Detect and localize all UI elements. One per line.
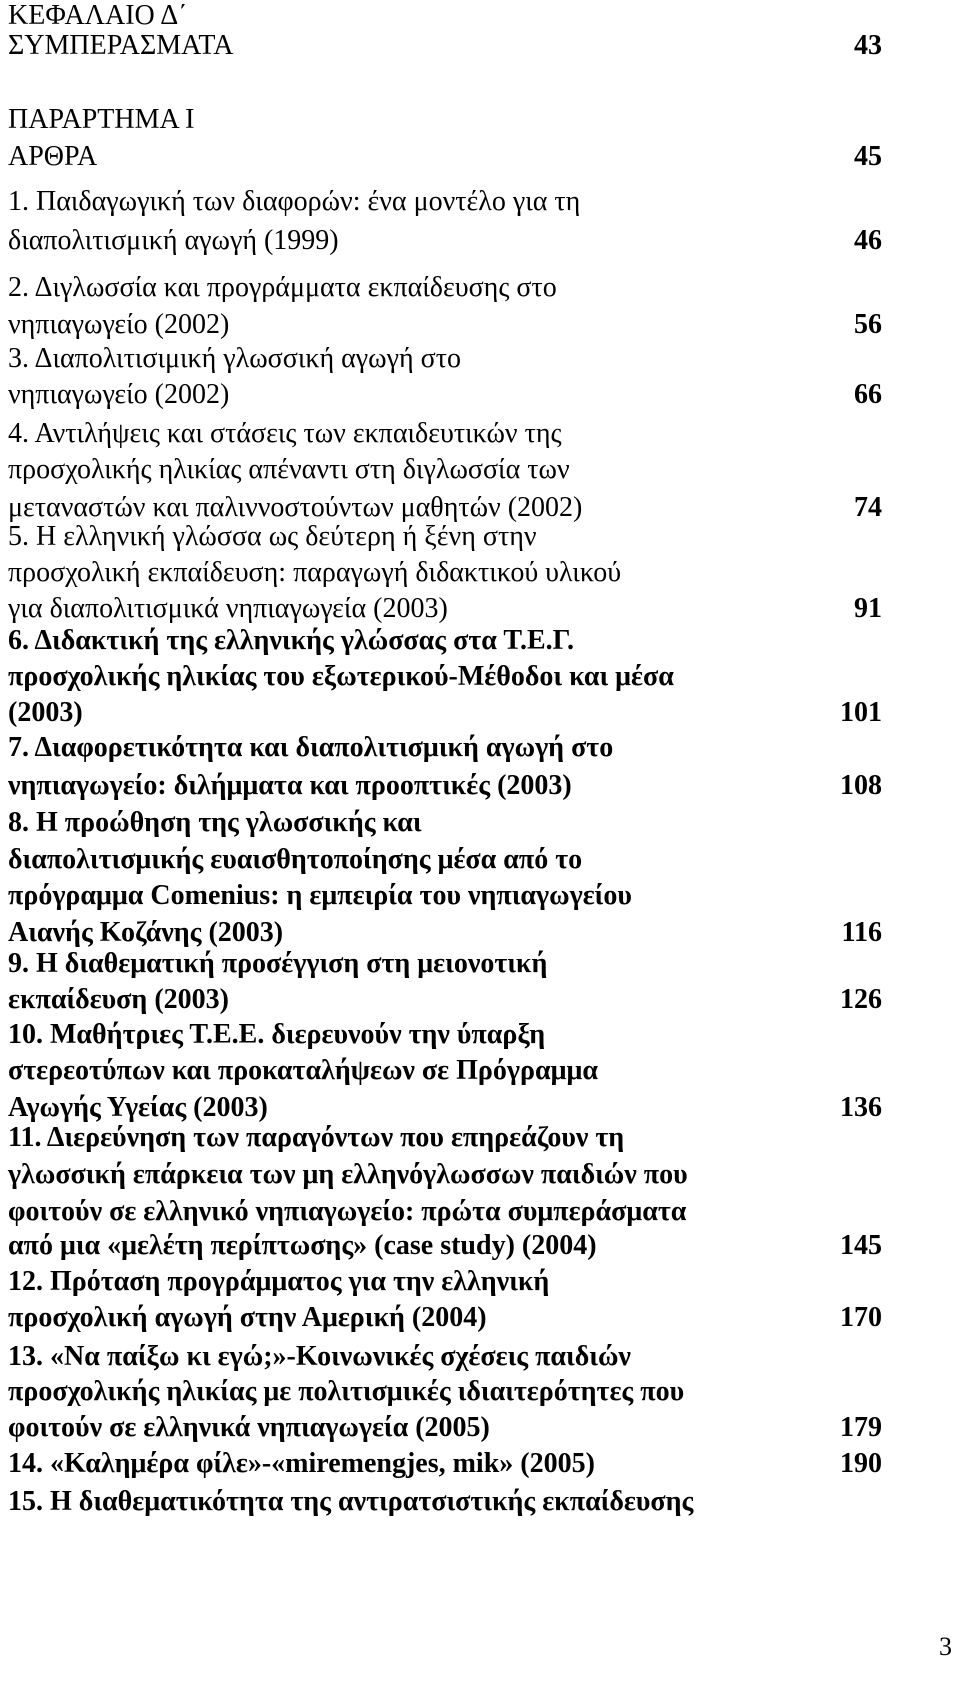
toc-entry-page: 66 xyxy=(854,379,882,410)
toc-entry-line: στερεοτύπων και προκαταλήψεων σε Πρόγραμμα xyxy=(8,1055,598,1086)
toc-entry-page: 136 xyxy=(840,1092,882,1123)
toc-entry-page: 116 xyxy=(841,917,882,948)
chapter-heading: ΚΕΦΑΛΑΙΟ Δ΄ xyxy=(8,0,188,31)
toc-entry-line: από μια «μελέτη περίπτωσης» (case study) (2004) xyxy=(8,1230,597,1261)
toc-entry-page: 108 xyxy=(840,770,882,801)
toc-entry-line: μεταναστών και παλιννοστούντων μαθητών (2002) xyxy=(8,492,583,523)
toc-entry-page: 56 xyxy=(854,309,882,340)
toc-entry-line: 11. Διερεύνηση των παραγόντων που επηρεάζουν τη xyxy=(8,1122,625,1153)
toc-entry-line: 7. Διαφορετικότητα και διαπολιτισμική αγωγή στο xyxy=(8,732,614,763)
toc-entry-line: 9. Η διαθεματική προσέγγιση στη μειονοτική xyxy=(8,948,548,979)
toc-entry-line: διαπολιτισμική αγωγή (1999) xyxy=(8,225,339,256)
toc-entry-line: 2. Διγλωσσία και προγράμματα εκπαίδευσης στο xyxy=(8,272,557,303)
toc-entry-line: νηπιαγωγείο (2002) xyxy=(8,309,230,340)
toc-entry-line: 14. «Καλημέρα φίλε»-«miremengjes, mik» (2005) xyxy=(8,1448,595,1479)
toc-entry-line: προσχολική εκπαίδευση: παραγωγή διδακτικού υλικού xyxy=(8,557,622,588)
toc-entry-line: 5. Η ελληνική γλώσσα ως δεύτερη ή ξένη στην xyxy=(8,521,537,552)
articles-heading: ΑΡΘΡΑ xyxy=(8,141,98,172)
toc-entry-line: προσχολικής ηλικίας απέναντι στη διγλωσσία των xyxy=(8,454,570,485)
articles-page: 45 xyxy=(854,141,882,172)
toc-entry-line: 12. Πρόταση προγράμματος για την ελληνική xyxy=(8,1266,550,1297)
toc-entry-line: εκπαίδευση (2003) xyxy=(8,984,229,1015)
conclusions-page: 43 xyxy=(854,30,882,61)
toc-entry-line: 10. Μαθήτριες Τ.Ε.Ε. διερευνούν την ύπαρξη xyxy=(8,1019,546,1050)
toc-entry-page: 145 xyxy=(840,1230,882,1261)
toc-entry-line: (2003) xyxy=(8,697,83,728)
toc-entry-page: 126 xyxy=(840,984,882,1015)
toc-entry-line: 3. Διαπολιτισιμική γλωσσική αγωγή στο xyxy=(8,343,461,374)
appendix-heading: ΠΑΡΑΡΤΗΜΑ Ι xyxy=(8,104,195,135)
toc-entry-line: γλωσσική επάρκεια των μη ελληνόγλωσσων παιδιών που xyxy=(8,1159,688,1190)
toc-entry-page: 179 xyxy=(840,1412,882,1443)
toc-entry-line: 15. Η διαθεματικότητα της αντιρατσιστικής εκπαίδευσης xyxy=(8,1486,694,1517)
toc-entry-line: Αιανής Κοζάνης (2003) xyxy=(8,917,284,948)
conclusions-heading: ΣΥΜΠΕΡΑΣΜΑΤΑ xyxy=(8,30,234,61)
toc-entry-page: 46 xyxy=(854,225,882,256)
toc-entry-line: προσχολικής ηλικίας του εξωτερικού-Μέθοδοι και μέσα xyxy=(8,661,674,692)
toc-entry-line: Αγωγής Υγείας (2003) xyxy=(8,1092,268,1123)
toc-entry-line: πρόγραμμα Comenius: η εμπειρία του νηπιαγωγείου xyxy=(8,880,632,911)
toc-entry-page: 74 xyxy=(854,492,882,523)
toc-entry-line: φοιτούν σε ελληνικό νηπιαγωγείο: πρώτα συμπεράσματα xyxy=(8,1196,687,1227)
toc-entry-page: 101 xyxy=(840,697,882,728)
toc-entry-page: 170 xyxy=(840,1302,882,1333)
toc-entry-line: φοιτούν σε ελληνικά νηπιαγωγεία (2005) xyxy=(8,1412,490,1443)
toc-entry-line: 4. Αντιλήψεις και στάσεις των εκπαιδευτικών της xyxy=(8,418,562,449)
toc-entry-line: 13. «Να παίξω κι εγώ;»-Κοινωνικές σχέσεις παιδιών xyxy=(8,1341,631,1372)
toc-entry-line: νηπιαγωγείο: διλήμματα και προοπτικές (2003) xyxy=(8,770,572,801)
toc-entry-line: νηπιαγωγείο (2002) xyxy=(8,379,230,410)
toc-entry-page: 91 xyxy=(854,593,882,624)
toc-entry-line: για διαπολιτισμικά νηπιαγωγεία (2003) xyxy=(8,593,448,624)
toc-entry-line: 1. Παιδαγωγική των διαφορών: ένα μοντέλο για τη xyxy=(8,186,581,217)
toc-entry-line: 6. Διδακτική της ελληνικής γλώσσας στα Τ.Ε.Γ. xyxy=(8,625,575,656)
toc-entry-line: 8. Η προώθηση της γλωσσικής και xyxy=(8,807,422,838)
toc-entry-line: προσχολική αγωγή στην Αμερική (2004) xyxy=(8,1302,487,1333)
page-number: 3 xyxy=(939,1632,952,1661)
toc-entry-line: προσχολικής ηλικίας με πολιτισμικές ιδιαιτερότητες που xyxy=(8,1376,685,1407)
toc-entry-page: 190 xyxy=(840,1448,882,1479)
toc-entry-line: διαπολιτισμικής ευαισθητοποίησης μέσα από το xyxy=(8,844,583,875)
